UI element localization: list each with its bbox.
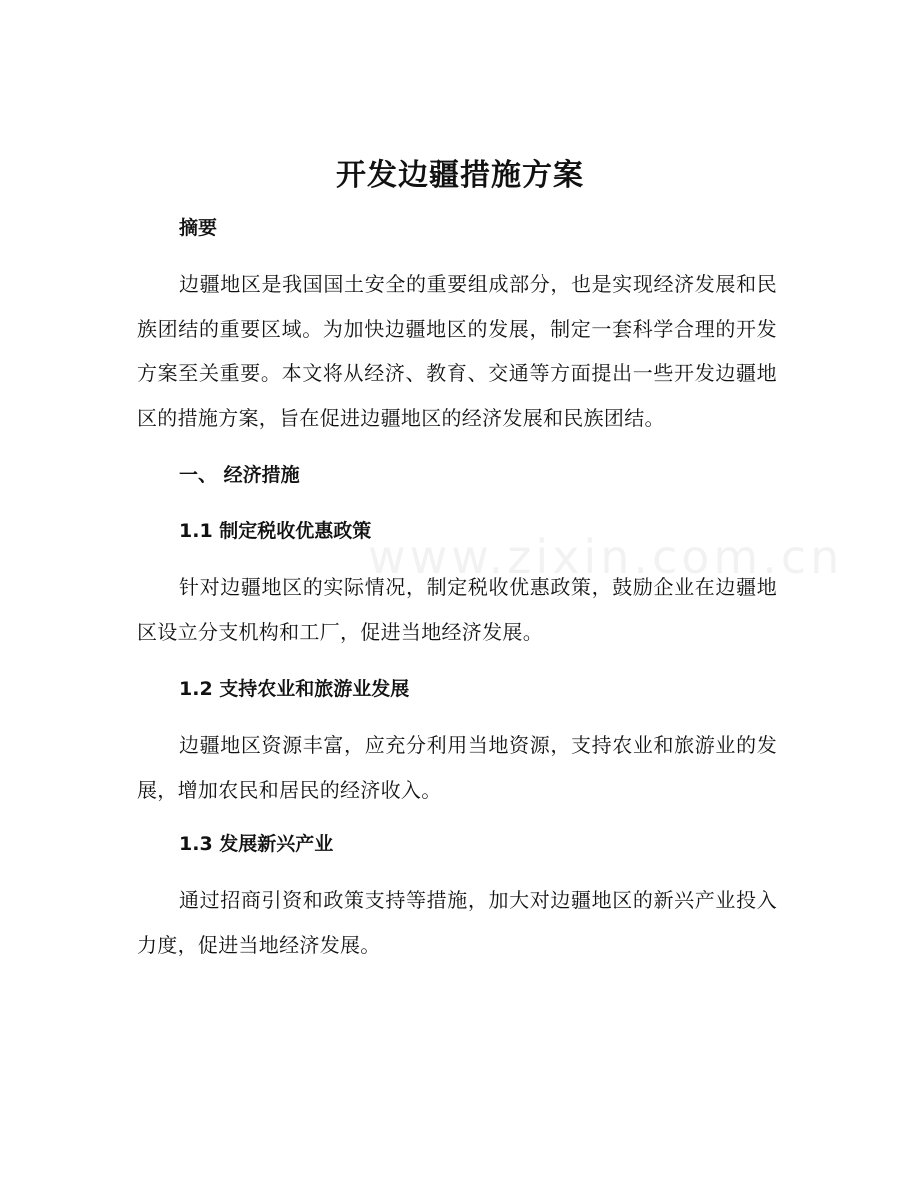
- document-title: 开发边疆措施方案: [336, 158, 584, 193]
- subsection-heading-1-1: 1.1 制定税收优惠政策: [179, 520, 372, 542]
- abstract-heading: 摘要: [179, 217, 218, 239]
- subsection-paragraph-1-2: 边疆地区资源丰富，应充分利用当地资源，支持农业和旅游业的发展，增加农民和居民的经济收入。: [137, 733, 777, 802]
- subsection-heading-1-3: 1.3 发展新兴产业: [179, 833, 334, 855]
- subsection-paragraph-1-1: 针对边疆地区的实际情况，制定税收优惠政策，鼓励企业在边疆地区设立分支机构和工厂，促进当地经济发展。: [137, 575, 777, 644]
- watermark-text: www.zixin.com.cn: [368, 530, 844, 584]
- subsection-paragraph-1-3: 通过招商引资和政策支持等措施，加大对边疆地区的新兴产业投入力度，促进当地经济发展。: [137, 888, 777, 957]
- abstract-paragraph: 边疆地区是我国国土安全的重要组成部分，也是实现经济发展和民族团结的重要区域。为加快边疆地区的发展，制定一套科学合理的开发方案至关重要。本文将从经济、教育、交通等方面提出一些开发边疆地区的措施方案，旨在促进边疆地区的经济发展和民族团结。: [137, 272, 777, 430]
- subsection-heading-1-2: 1.2 支持农业和旅游业发展: [179, 678, 410, 700]
- section-heading-economic: 一、 经济措施: [179, 464, 300, 486]
